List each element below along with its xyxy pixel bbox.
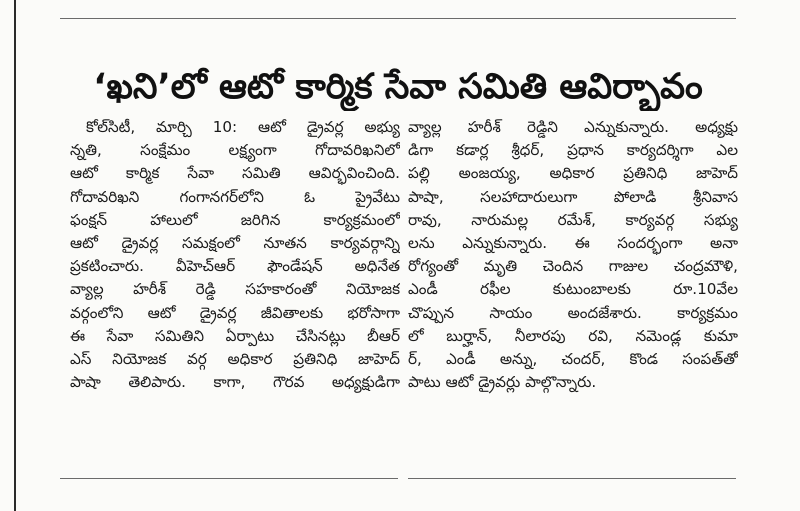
article-line: కోల్‌సిటీ, మార్చి 10: ఆటో డ్రైవర్ల అభ్యు <box>86 118 400 136</box>
article-column-left <box>70 116 400 394</box>
article-line: ఫంక్షన్ హాలులో జరిగిన కార్యక్రమంలో <box>70 210 400 229</box>
article-line: పాషా, సలహాదారులుగా పోలాడి శ్రీనివాస <box>408 187 738 206</box>
bottom-divider-right <box>408 478 736 479</box>
article-line: పాషా తెలిపారు. కాగా, గౌరవ అధ్యక్షుడిగా <box>70 373 400 392</box>
top-divider <box>60 18 736 19</box>
article-line: ఎస్ నియోజక వర్గ అధికార ప్రతినిధి జాహెద్ <box>70 350 400 369</box>
article-line: ఆటో కార్మిక సేవా సమితి ఆవిర్భవించింది. <box>70 164 400 183</box>
article-line: డిగా కడార్ల శ్రీధర్, ప్రధాన కార్యదర్శిగా ఎల <box>408 141 738 160</box>
article-line: వ్యాల్ల హరీశ్ రెడ్డి సహకారంతో నియోజక <box>70 280 400 299</box>
article-line: వర్గంలోని ఆటో డ్రైవర్ల జీవితాలకు భరోసాగా <box>70 303 400 322</box>
article-line: ప్రకటించారు. వీహెచ్‌ఆర్ ఫౌండేషన్ అధినేత <box>70 257 400 276</box>
article-line: పాటు ఆటో డ్రైవర్లు పాల్గొన్నారు. <box>408 373 597 392</box>
article-line: ఆటో డ్రైవర్ల సమక్షంలో నూతన కార్యవర్గాన్ని <box>70 234 400 253</box>
article-line: పల్లి అంజయ్య, అధికార ప్రతినిధి జాహెద్ <box>408 164 738 183</box>
article-line: ర్, ఎండీ అన్ను, చందర్, కొండ సంపత్‌తో <box>408 350 738 369</box>
article-line: రోగ్యంతో మృతి చెందిన గాజుల చంద్రమౌళి, <box>408 257 738 276</box>
cropped-next-article-text <box>408 498 736 511</box>
article-line: గోదావరిఖని గంగానగర్‌లోని ఓ ప్రైవేటు <box>70 187 400 206</box>
article-line: లో బుర్హాన్, నీలారపు రవి, నమెండ్ల కుమా <box>408 326 738 345</box>
page-edge-rule <box>14 0 16 511</box>
cropped-next-headline <box>66 496 386 511</box>
article-line: న్నతి, సంక్షేమం లక్ష్యంగా గోదావరిఖనిలో <box>70 141 400 160</box>
article-line: లను ఎన్నుకున్నారు. ఈ సందర్భంగా అనా <box>408 234 738 253</box>
article-column-right <box>408 116 738 394</box>
article-line: రావు, నారుమల్ల రమేశ్, కార్యవర్గ సభ్యు <box>408 210 738 229</box>
article-line: ఈ సేవా సమితిని ఏర్పాటు చేసినట్లు బీఆర్ <box>70 326 400 345</box>
bottom-divider-left <box>60 478 398 479</box>
cropped-previous-article-text <box>60 0 740 6</box>
article-line: చొప్పున సాయం అందజేశారు. కార్యక్రమం <box>408 303 738 322</box>
article-line: వ్యాల్ల హరీశ్ రెడ్డిని ఎన్నుకున్నారు. అధ్యక్షు <box>408 118 738 136</box>
article-line: ఎండీ రఫీల కుటుంబాలకు రూ.10వేల <box>408 280 738 299</box>
article-headline: ‘ఖని’లో ఆటో కార్మిక సేవా సమితి ఆవిర్భావం <box>93 67 703 108</box>
